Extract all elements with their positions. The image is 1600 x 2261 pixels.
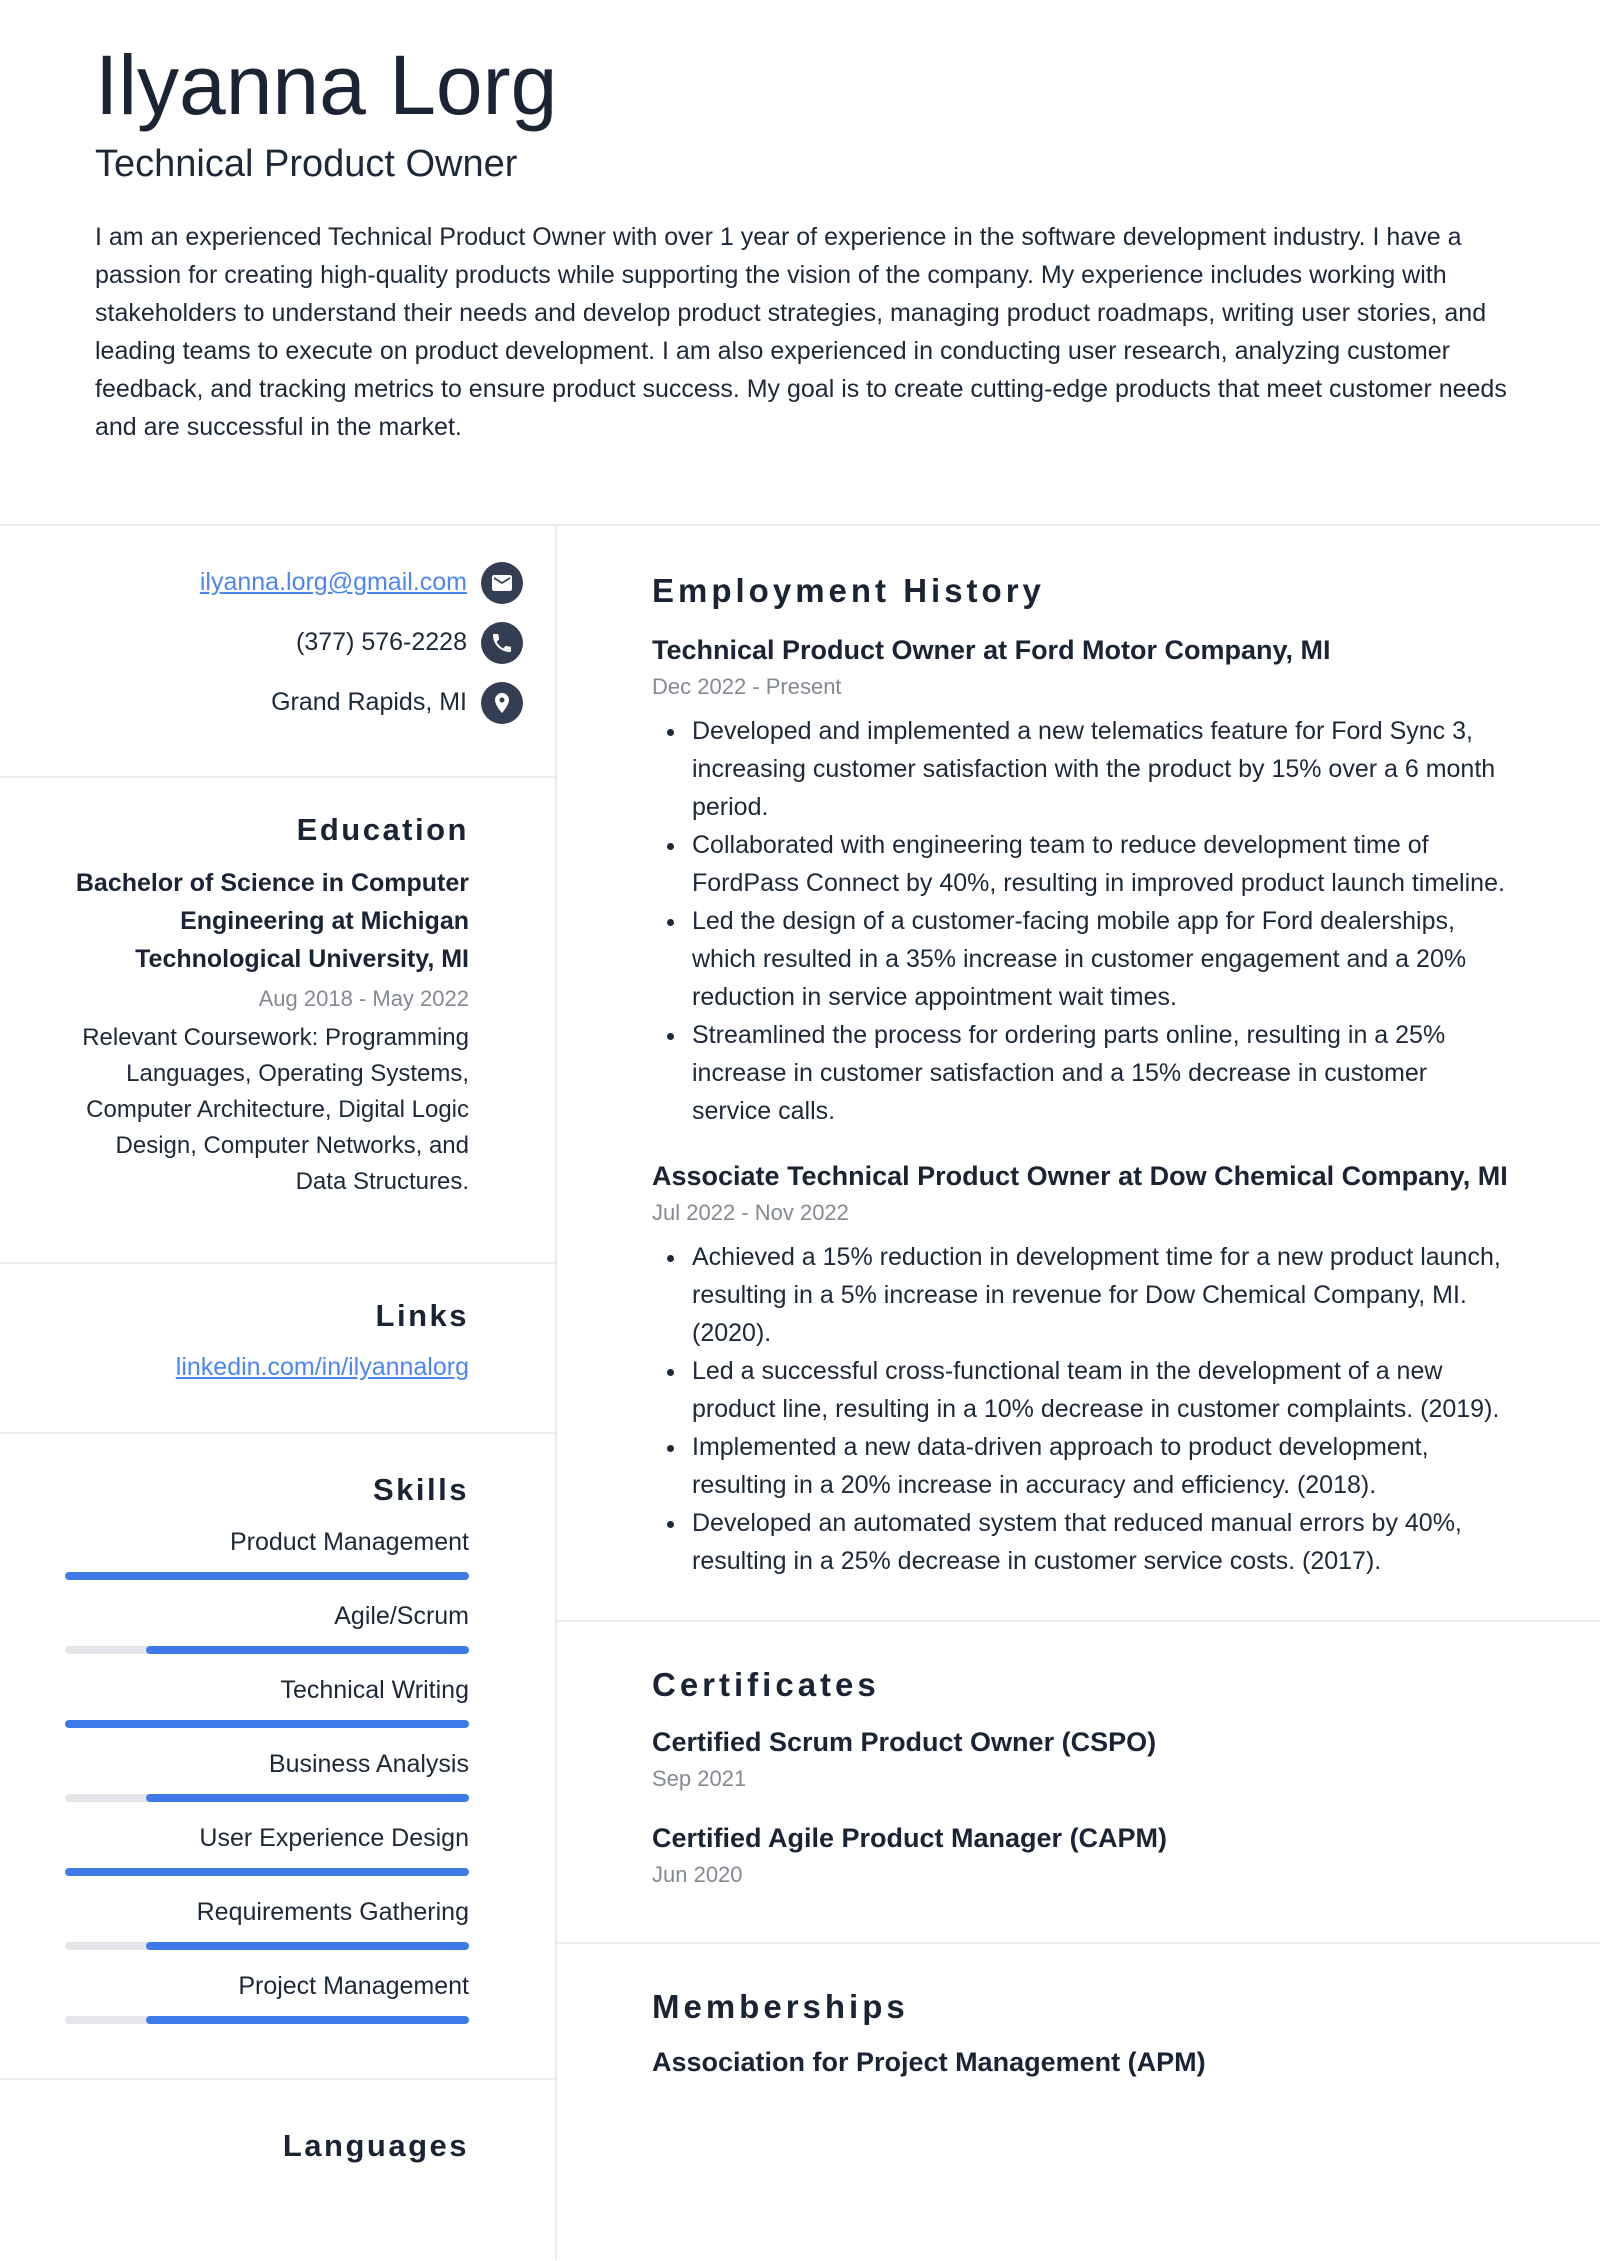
job-entry [652,1158,1510,1580]
education-coursework: Relevant Coursework: Programming Languages, Operating Systems, Computer Architecture, Digital Logic Design, Computer Networks, and Data Structures. [82,1023,469,1195]
job-dates: Jul 2022 - Nov 2022 [652,1199,849,1225]
skill-name: Technical Writing [280,1675,469,1704]
certificate-entry [652,1724,1510,1794]
languages-heading: Languages [282,2127,469,2163]
certificates-heading: Certificates [652,1665,880,1703]
contact-location-row [65,682,523,724]
sidebar [0,526,557,2260]
skill-level-bar [65,1942,469,1950]
certificates-section [557,1620,1600,1942]
skill-level-bar [65,1720,469,1728]
skill-name: Project Management [238,1971,469,2000]
job-bullet: • Developed and implemented a new telematics feature for Ford Sync 3, increasing customer satisfaction with the product by 15% over a 6 month period. [688,712,1510,826]
skills-heading: Skills [373,1471,469,1507]
job-bullet: • Led a successful cross-functional team in the development of a new product line, resulting in a 10% decrease in customer complaints. (2019). [688,1352,1510,1428]
profile-summary: I am an experienced Technical Product Owner with over 1 year of experience in the software development industry. I have a passion for creating high-quality products while supporting the vision of the company. My experience includes working with stakeholders to understand their needs and develop product strategies, managing product roadmaps, writing user stories, and leading teams to execute on product development. I am also experienced in conducting user research, analyzing customer feedback, and tracking metrics to ensure product success. My goal is to create cutting-edge products that meet customer needs and are successful in the market. [95,222,1507,441]
job-dates: Dec 2022 - Present [652,673,842,699]
job-bullet: • Achieved a 15% reduction in development time for a new product launch, resulting in a 5% increase in revenue for Dow Chemical Company, MI. (2020). [688,1238,1510,1352]
location-pin-icon [481,682,523,724]
job-entry [652,632,1510,1130]
skill-item [65,1968,469,2024]
skill-name: Product Management [229,1527,469,1556]
contact-section [0,526,555,778]
certificate-entry [652,1820,1510,1890]
job-bullet-list [652,712,1510,1130]
certificate-dates: Jun 2020 [652,1861,743,1887]
employment-history-section [557,526,1600,1620]
skill-item [65,1524,469,1580]
skill-name: Requirements Gathering [196,1897,469,1926]
certificate-title: Certified Agile Product Manager (CAPM) [652,1822,1168,1853]
email-link[interactable]: ilyanna.lorg@gmail.com [199,568,467,597]
certificate-title: Certified Scrum Product Owner (CSPO) [652,1726,1157,1757]
skill-level-bar [65,1794,469,1802]
candidate-name: Ilyanna Lorg [95,38,558,132]
memberships-section [557,1942,1600,2080]
job-bullet: • Led the design of a customer-facing mobile app for Ford dealerships, which resulted in a 35% increase in customer engagement and a 20% reduction in service appointment wait times. [688,902,1510,1016]
location-text: Grand Rapids, MI [271,688,467,717]
memberships-heading: Memberships [652,1987,909,2025]
skill-item [65,1820,469,1876]
skill-item [65,1672,469,1728]
skill-level-bar [65,1572,469,1580]
skill-item [65,1746,469,1802]
job-bullet-list [652,1238,1510,1580]
job-title: Technical Product Owner at Ford Motor Company, MI [652,634,1331,665]
certificate-dates: Sep 2021 [652,1765,747,1791]
contact-phone-row [65,622,523,664]
job-bullet: • Streamlined the process for ordering parts online, resulting in a 25% increase in customer satisfaction and a 15% decrease in customer service calls. [688,1016,1510,1130]
languages-section [0,2080,555,2204]
skill-item [65,1598,469,1654]
skill-name: User Experience Design [199,1823,469,1852]
job-bullet: • Implemented a new data-driven approach to product development, resulting in a 20% increase in accuracy and efficiency. (2018). [688,1428,1510,1504]
job-title: Associate Technical Product Owner at Dow Chemical Company, MI [652,1160,1508,1191]
resume-body [0,524,1600,2260]
employment-history-heading: Employment History [652,571,1045,609]
linkedin-link[interactable]: linkedin.com/in/ilyannalorg [175,1352,469,1381]
skill-level-bar [65,1868,469,1876]
contact-email-row [65,562,523,604]
job-bullet: • Developed an automated system that reduced manual errors by 40%, resulting in a 25% decrease in customer service costs. (2017). [688,1504,1510,1580]
skill-item [65,1894,469,1950]
education-dates: Aug 2018 - May 2022 [258,985,469,1011]
links-heading: Links [375,1297,469,1333]
education-degree: Bachelor of Science in Computer Engineering at Michigan Technological University, MI [75,868,469,973]
candidate-title: Technical Product Owner [95,143,518,186]
membership-title: Association for Project Management (APM) [652,2046,1206,2077]
skill-level-bar [65,2016,469,2024]
envelope-icon [481,562,523,604]
skill-name: Agile/Scrum [334,1601,469,1630]
skill-name: Business Analysis [268,1749,469,1778]
phone-icon [481,622,523,664]
job-bullet: • Collaborated with engineering team to reduce development time of FordPass Connect by 40%, resulting in improved product launch timeline. [688,826,1510,902]
skill-level-bar [65,1646,469,1654]
resume-header [0,0,1600,524]
phone-number: (377) 576-2228 [296,628,467,657]
skills-section [0,1434,555,2080]
education-section [0,778,555,1264]
education-heading: Education [296,811,469,847]
main-column [557,526,1600,2260]
links-section [0,1264,555,1434]
